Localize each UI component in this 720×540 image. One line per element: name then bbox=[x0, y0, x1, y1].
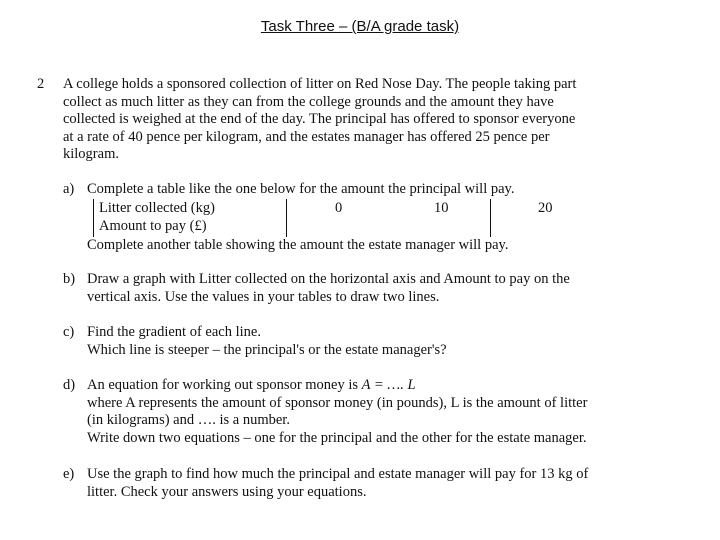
part-c-line: Find the gradient of each line. bbox=[87, 324, 261, 340]
intro-line: collect as much litter as they can from the college grounds and the amount they have bbox=[63, 93, 554, 110]
table-value-0: 0 bbox=[335, 199, 343, 216]
part-e-line: litter. Check your answers using your equations. bbox=[87, 483, 367, 500]
part-d-equation: A = …. L bbox=[361, 377, 416, 393]
part-a bbox=[63, 181, 633, 254]
part-c-line: Which line is steeper – the principal's or the estate manager's? bbox=[87, 341, 447, 358]
part-c-label: c) bbox=[63, 324, 75, 340]
part-d-line: Write down two equations – one for the principal and the other for the estate manager. bbox=[87, 429, 587, 446]
table-row-label-amount: Amount to pay (£) bbox=[99, 217, 207, 234]
table-divider bbox=[93, 199, 94, 237]
part-d bbox=[63, 377, 633, 447]
intro-line: collected is weighed at the end of the day. The principal has offered to sponsor everyone bbox=[63, 111, 576, 127]
table-divider bbox=[490, 199, 491, 237]
page-title: Task Three – (B/A grade task) bbox=[260, 18, 460, 35]
part-d-line bbox=[87, 377, 633, 395]
question-intro bbox=[63, 76, 633, 164]
part-b-line: vertical axis. Use the values in your tables to draw two lines. bbox=[87, 288, 440, 305]
part-b bbox=[63, 271, 633, 306]
part-a-label: a) bbox=[63, 181, 75, 197]
table-row-label-litter: Litter collected (kg) bbox=[99, 199, 215, 216]
part-c bbox=[63, 324, 633, 359]
payment-table bbox=[93, 199, 553, 237]
intro-line: kilogram. bbox=[63, 146, 119, 162]
table-value-20: 20 bbox=[538, 199, 553, 216]
part-e-line: Use the graph to find how much the principal and estate manager will pay for 13 kg of bbox=[87, 466, 589, 482]
table-divider bbox=[286, 199, 287, 237]
part-e-label: e) bbox=[63, 466, 75, 482]
part-b-line: Draw a graph with Litter collected on the horizontal axis and Amount to pay on the bbox=[87, 271, 570, 287]
part-b-label: b) bbox=[63, 271, 76, 287]
part-e bbox=[63, 466, 633, 501]
part-d-line: where A represents the amount of sponsor money (in pounds), L is the amount of litter bbox=[87, 394, 588, 411]
part-a-instruction: Complete a table like the one below for the amount the principal will pay. bbox=[87, 181, 515, 197]
part-d-label: d) bbox=[63, 377, 76, 393]
table-value-10: 10 bbox=[434, 199, 449, 216]
intro-line: at a rate of 40 pence per kilogram, and the estates manager has offered 25 pence per bbox=[63, 128, 550, 145]
question-number: 2 bbox=[37, 76, 45, 92]
part-d-text: An equation for working out sponsor money is bbox=[87, 377, 362, 393]
part-d-line: (in kilograms) and …. is a number. bbox=[87, 412, 290, 428]
part-a-instruction-2: Complete another table showing the amount the estate manager will pay. bbox=[87, 236, 509, 253]
intro-line: A college holds a sponsored collection of litter on Red Nose Day. The people taking part bbox=[63, 76, 577, 92]
